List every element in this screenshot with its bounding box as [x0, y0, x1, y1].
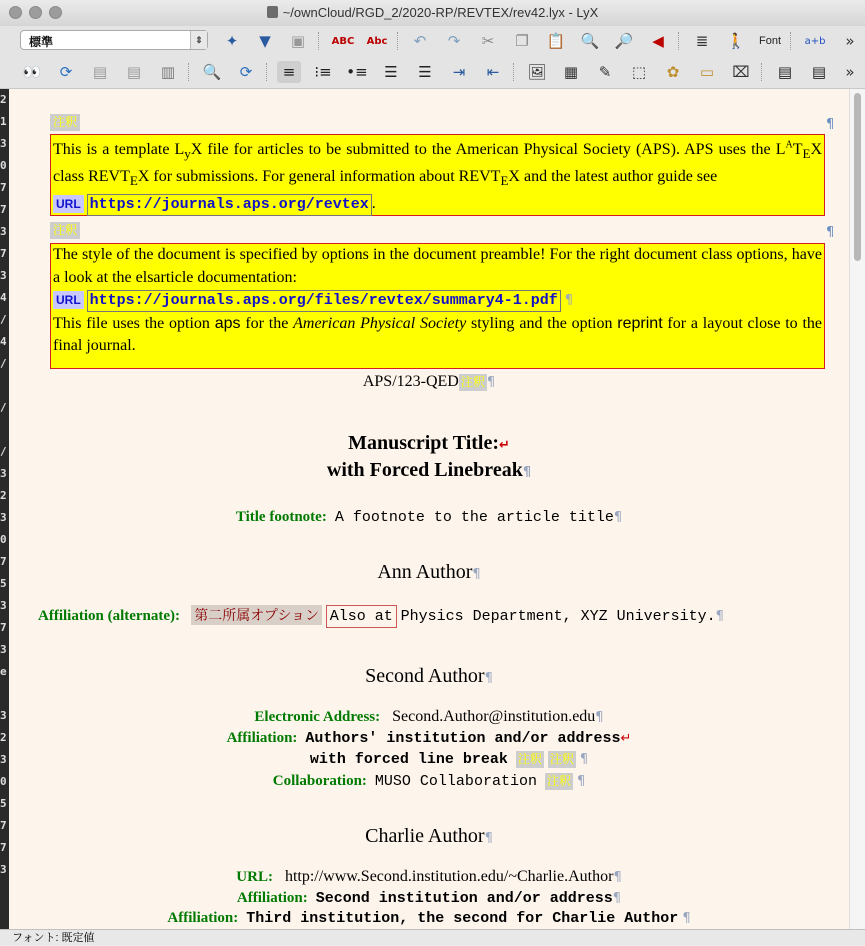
email-label: Electronic Address:	[254, 709, 381, 725]
scrollbar-thumb[interactable]	[854, 93, 861, 261]
status-text: フォント: 既定値	[12, 932, 95, 944]
url-tag: URL	[53, 195, 84, 213]
paragraph-mark: ¶	[579, 752, 589, 767]
paragraph-mark: ¶	[682, 911, 691, 926]
affiliation-alternate-text: Physics Department, XYZ University.	[400, 608, 716, 625]
affiliation-line-1	[9, 729, 849, 747]
author-3	[9, 825, 849, 848]
font-label: Font	[758, 35, 781, 47]
email-text: Second.Author@institution.edu	[392, 708, 596, 725]
url-text: http://www.Second.institution.edu/~Charlie.Author	[284, 868, 614, 885]
gutter-digit: 3	[0, 467, 7, 480]
description-list-button[interactable]: ☰	[384, 63, 398, 81]
gutter-digit: /	[0, 357, 7, 370]
insert-float-button[interactable]: ▭	[699, 63, 715, 81]
more-label: »	[845, 32, 855, 50]
paragraph-mark: ¶	[826, 225, 835, 240]
toolbar-separator	[188, 63, 190, 81]
title-footnote-line	[9, 508, 849, 526]
bullet-list-button[interactable]: •≡	[346, 63, 368, 81]
gutter-digit: 0	[0, 775, 7, 788]
author-name: Second Author	[365, 665, 485, 687]
gutter-digit: 3	[0, 753, 7, 766]
increase-indent-button[interactable]: ⇥	[452, 63, 466, 81]
status-bar	[0, 929, 865, 945]
layout-button[interactable]: ▤	[777, 63, 793, 81]
paragraph-mark: ¶	[826, 117, 835, 132]
font-button[interactable]	[758, 30, 782, 52]
gutter-digit: 7	[0, 819, 7, 832]
vertical-scrollbar[interactable]	[849, 89, 865, 929]
gutter-digit: 4	[0, 291, 7, 304]
toolbar-separator	[790, 32, 792, 50]
collaboration-label: Collaboration:	[272, 773, 367, 789]
undo-button[interactable]: ↶	[413, 32, 427, 50]
url-tag: URL	[53, 291, 84, 309]
affiliation-alternate-line	[38, 605, 724, 628]
author-1	[9, 561, 849, 584]
toolbar-separator	[513, 63, 515, 81]
paragraph-mark: ¶	[486, 375, 496, 390]
title-bar	[0, 0, 865, 27]
gutter-digit: /	[0, 445, 7, 458]
document-icon	[267, 6, 278, 18]
save-as-button[interactable]: ▼	[259, 32, 271, 50]
paste-button[interactable]: 📋	[546, 32, 566, 50]
collaboration-text: MUSO Collaboration	[374, 773, 537, 790]
more-toolbar-button[interactable]	[838, 30, 862, 52]
math-button[interactable]: a+b	[804, 35, 826, 47]
url-label: URL:	[236, 869, 273, 885]
title-line-2	[9, 459, 849, 482]
gutter-digit: /	[0, 401, 7, 414]
insert-note-button[interactable]: ✿	[666, 63, 680, 81]
note-label[interactable]: 注釈	[517, 752, 542, 766]
chevron-updown-icon: ⇕	[190, 31, 207, 49]
new-document-button[interactable]: ✦	[225, 32, 239, 50]
paragraph-mark: ¶	[613, 510, 623, 525]
spellcheck-button[interactable]: ABC	[331, 35, 355, 47]
title-footnote-text: A footnote to the article title	[334, 509, 614, 526]
gutter-digit: 0	[0, 533, 7, 546]
window-title	[0, 5, 865, 20]
back-arrow-button[interactable]: ◀	[652, 32, 664, 50]
paragraph-style-select[interactable]	[20, 30, 208, 50]
affiliation-text: Second institution and/or address	[315, 890, 613, 907]
gutter-digit: 3	[0, 137, 7, 150]
outline-button[interactable]: 🔍	[202, 63, 222, 81]
find-replace-button[interactable]: 🔎	[614, 32, 634, 50]
secondary-toolbar	[0, 57, 865, 89]
paragraph-mark: ¶	[576, 774, 586, 789]
url-inset-2[interactable]: https://journals.aps.org/files/revtex/summary4-1.pdf	[87, 290, 561, 312]
insert-label-button[interactable]: ⌧	[732, 63, 750, 81]
note-box-2[interactable]	[50, 243, 825, 369]
main-toolbar	[0, 26, 865, 58]
gutter-digit: 7	[0, 555, 7, 568]
linebreak-icon: ↵	[499, 438, 510, 453]
affiliation-line-4	[9, 909, 849, 927]
gutter-digit: 3	[0, 511, 7, 524]
collaboration-line	[9, 772, 849, 790]
gutter-digit: 2	[0, 731, 7, 744]
title-line-1	[9, 432, 849, 455]
gutter-digit: 7	[0, 841, 7, 854]
gutter-digit: 0	[0, 159, 7, 172]
note2-para1: The style of the document is specified by options in the document preamble! For the right document class options, have a look at the elsarticle documentation:	[53, 246, 822, 286]
insert-box-button[interactable]: ⬚	[631, 63, 647, 81]
note-box-1[interactable]	[50, 134, 825, 216]
email-line	[9, 708, 849, 726]
gutter-digit: 3	[0, 599, 7, 612]
period: .	[371, 194, 376, 212]
numbered-list-button[interactable]: ⁝≡	[314, 63, 332, 81]
note-label[interactable]: 注釈	[460, 375, 485, 389]
find-button[interactable]: 🔍	[580, 32, 600, 50]
gutter-digit: 3	[0, 269, 7, 282]
gutter-digit: /	[0, 313, 7, 326]
align-justify-button[interactable]: ≡	[277, 61, 301, 83]
gutter-digit: 3	[0, 643, 7, 656]
note2-para2: This file uses the option aps for the American Physical Society styling and the option reprint for a layout close to the final journal.	[53, 314, 823, 354]
decrease-indent-button[interactable]: ⇤	[486, 63, 500, 81]
affiliation-alternate-label: Affiliation (alternate):	[38, 608, 181, 624]
gutter-digit: 7	[0, 247, 7, 260]
paragraph-mark: ¶	[484, 671, 493, 686]
gutter-digit: 7	[0, 203, 7, 216]
gutter-digit: e	[0, 665, 7, 678]
title-text: Manuscript Title:	[348, 432, 500, 454]
title-footnote-label: Title footnote:	[235, 509, 327, 525]
more-label: »	[845, 63, 855, 81]
note1-text: This is a template $L_yX$ file for articles to be submitted to the American Physical Society (APS). APS uses the $L^AT_EX$ class $REVT_EX$ for submissions. For general information about $REVT_EX$ and the latest author guide see	[53, 140, 822, 189]
gutter-digit: 3	[0, 863, 7, 876]
more-toolbar2-button[interactable]	[838, 61, 862, 83]
affiliation-label: Affiliation:	[236, 890, 308, 906]
gutter-digit: 4	[0, 335, 7, 348]
redo-button[interactable]: ↷	[447, 32, 461, 50]
window-title-text: ~/ownCloud/RGD_2/2020-RP/REVTEX/rev42.lyx - LyX	[282, 5, 599, 20]
save-button[interactable]: ▣	[290, 32, 306, 50]
refresh-outline-button[interactable]: ⟳	[239, 63, 253, 81]
update-button[interactable]: ⟳	[59, 63, 73, 81]
enumerate-button[interactable]: ☰	[418, 63, 432, 81]
optional-arg-inset[interactable]: 第二所属オプション	[191, 605, 322, 625]
update-other-button[interactable]: ▤	[126, 63, 142, 81]
paragraph-mark: ¶	[613, 870, 622, 885]
gutter-digit: 1	[0, 115, 7, 128]
insert-table-button[interactable]: ▦	[563, 63, 579, 81]
affiliation-line-2	[9, 750, 849, 768]
source-button[interactable]: ▤	[811, 63, 827, 81]
preprint-number: APS/123-QED	[362, 373, 459, 390]
gutter-digit: 3	[0, 709, 7, 722]
toc-button[interactable]: ≣	[695, 32, 709, 50]
gutter-digit: 3	[0, 225, 7, 238]
thesaurus-button[interactable]: Abc	[366, 35, 388, 47]
author-name: Ann Author	[377, 561, 473, 583]
toolbar-separator	[318, 32, 320, 50]
cut-button[interactable]: ✂	[481, 32, 495, 50]
document-editor[interactable]	[9, 89, 849, 929]
affiliation-text: Third institution, the second for Charlie Author	[246, 910, 679, 927]
gutter-digit: 7	[0, 181, 7, 194]
preprint-line	[9, 373, 849, 391]
note-label[interactable]: 注釈	[546, 774, 571, 788]
url-line	[9, 868, 849, 886]
paragraph-mark: ¶	[522, 465, 532, 480]
author-2	[9, 665, 849, 688]
title-text-2: with Forced Linebreak	[326, 459, 523, 481]
toolbar-separator	[678, 32, 680, 50]
gutter-digit: 2	[0, 93, 7, 106]
view-other-button[interactable]: ▤	[92, 63, 108, 81]
paragraph-style-value: 標準	[29, 35, 54, 49]
insert-cite-button[interactable]: ✎	[598, 63, 612, 81]
paragraph-mark: ¶	[595, 710, 604, 725]
affiliation-text: Authors' institution and/or address	[305, 730, 621, 747]
author-name: Charlie Author	[365, 825, 485, 847]
affiliation-label: Affiliation:	[167, 910, 239, 926]
gutter-digit: 5	[0, 797, 7, 810]
note-label[interactable]: 注釈	[549, 752, 574, 766]
gutter-digit: 7	[0, 621, 7, 634]
gutter-digit: 5	[0, 577, 7, 590]
url-inset-1[interactable]: https://journals.aps.org/revtex	[87, 194, 372, 216]
note-label[interactable]: 注釈	[50, 114, 80, 131]
person-button[interactable]: 🚶	[726, 32, 746, 50]
paragraph-mark: ¶	[715, 609, 724, 624]
insert-image-button[interactable]: 🖼	[527, 63, 547, 81]
toolbar-separator	[397, 32, 399, 50]
left-gutter	[0, 89, 9, 929]
affiliation-label: Affiliation:	[226, 730, 298, 746]
gutter-digit: 2	[0, 489, 7, 502]
pdf-button[interactable]: ▥	[160, 63, 176, 81]
also-at-inset[interactable]: Also at	[326, 605, 397, 628]
view-button[interactable]: 👀	[22, 63, 42, 81]
toolbar-separator	[761, 63, 763, 81]
note-label[interactable]: 注釈	[50, 222, 80, 239]
toolbar-separator	[266, 63, 268, 81]
paragraph-mark: ¶	[484, 831, 493, 846]
copy-button[interactable]: ❐	[515, 32, 529, 50]
affiliation-line-3	[9, 889, 849, 907]
paragraph-mark: ¶	[564, 293, 574, 308]
affiliation-text-2: with forced line break	[309, 751, 508, 768]
paragraph-mark: ¶	[612, 891, 622, 906]
linebreak-icon: ↵	[620, 731, 632, 746]
paragraph-mark: ¶	[472, 567, 481, 582]
